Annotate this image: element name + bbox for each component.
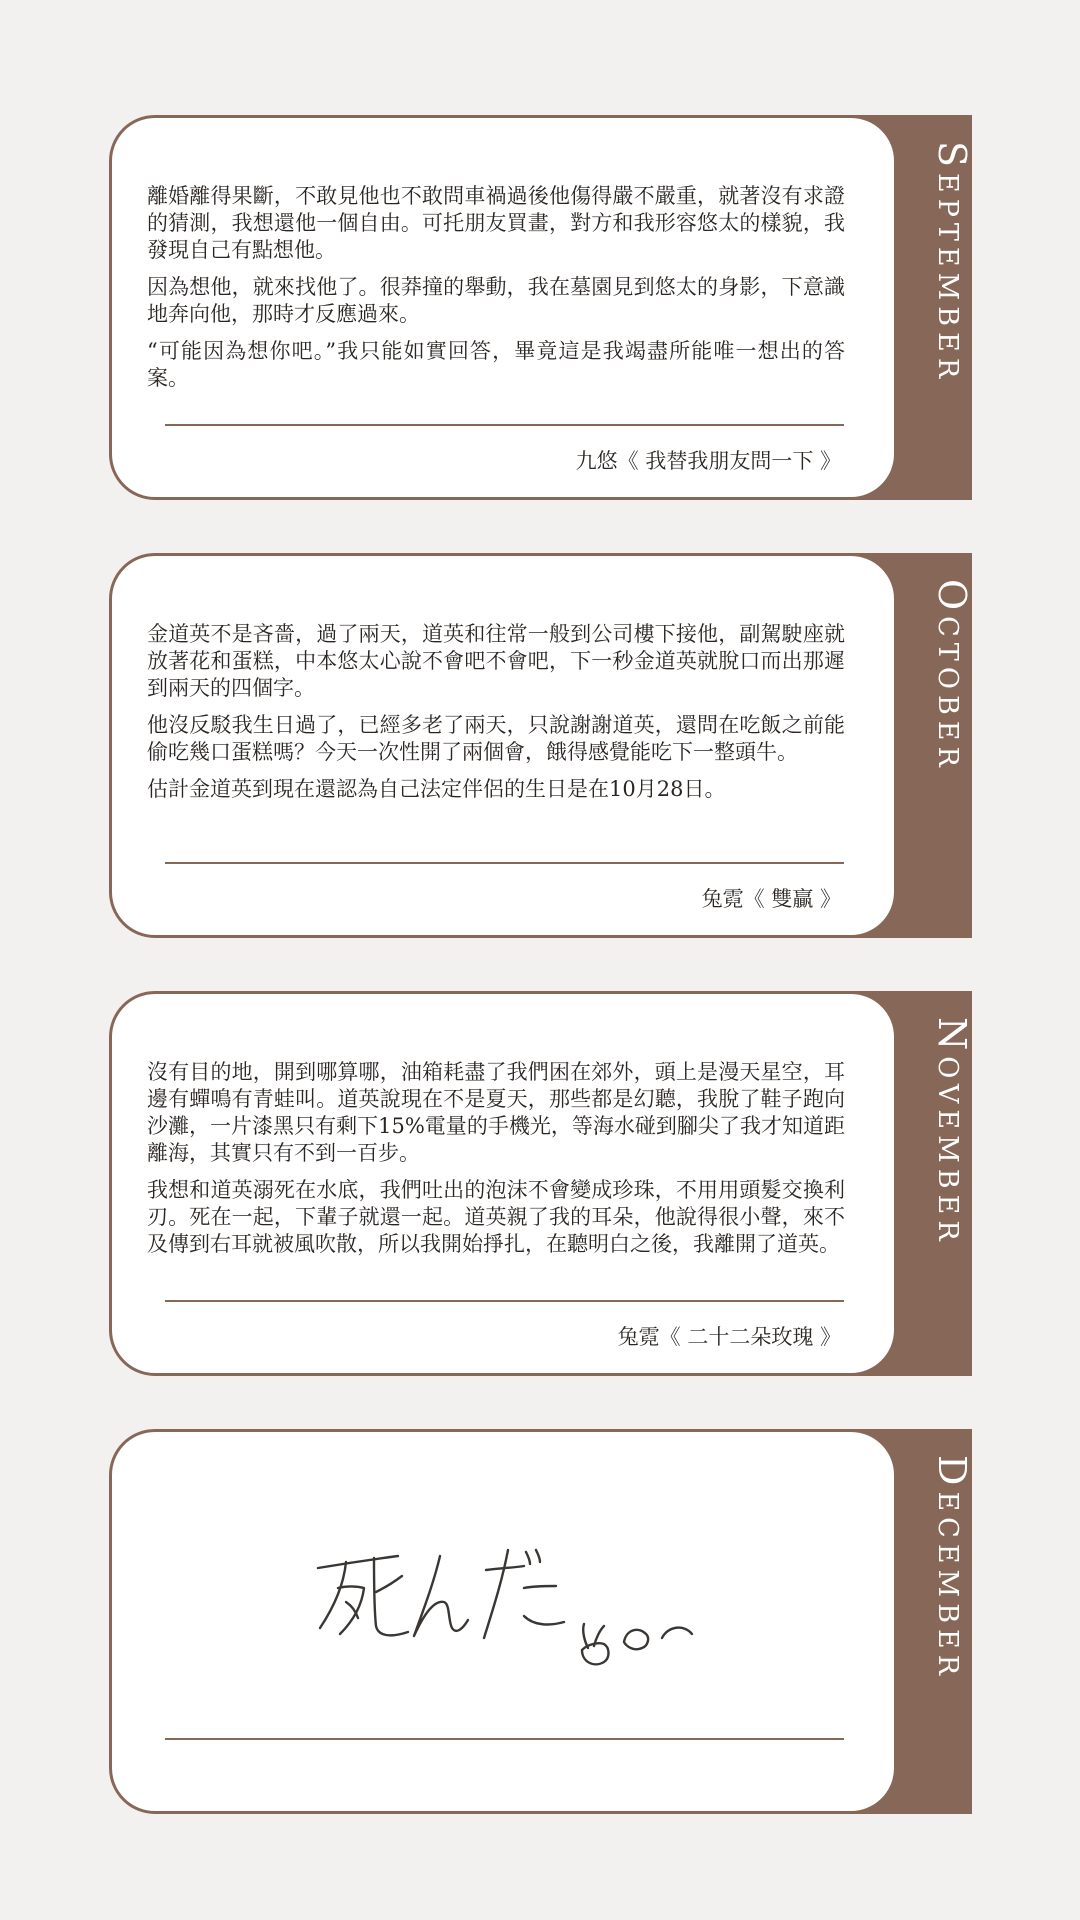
month-card-november — [109, 991, 972, 1376]
quote-paragraph: 沒有目的地，開到哪算哪，油箱耗盡了我們困在郊外，頭上是漫天星空，耳邊有蟬鳴有青蛙叫。道英說現在不是夏天，那些都是幻聽，我脫了鞋子跑向沙灘，一片漆黑只有剩下15%電量的手機光，等海水碰到腳尖了我才知道距離海，其實只有不到一百步。 — [147, 1060, 845, 1165]
quote-source: 兔霓《 二十二朵玫瑰 》 — [617, 1325, 841, 1349]
divider-line — [165, 424, 844, 426]
month-label: November — [930, 1017, 974, 1247]
quote-panel — [109, 991, 897, 1376]
quote-panel — [109, 1429, 897, 1814]
month-label: October — [930, 579, 974, 773]
month-card-december — [109, 1429, 972, 1814]
quote-paragraph: 他沒反駁我生日過了，已經多老了兩天，只說謝謝道英，還問在吃飯之前能偷吃幾口蛋糕嗎？今天一次性開了兩個會，餓得感覺能吃下一整頭牛。 — [147, 713, 845, 764]
quote-source: 兔霓《 雙贏 》 — [701, 887, 841, 911]
divider-line — [165, 1738, 844, 1740]
quote-paragraph: “可能因為想你吧。”我只能如實回答，畢竟這是我竭盡所能唯一想出的答案。 — [147, 339, 845, 390]
divider-line — [165, 1300, 844, 1302]
quote-body — [147, 1059, 845, 1268]
quote-paragraph: 金道英不是吝嗇，過了兩天，道英和往常一般到公司樓下接他，副駕駛座就放著花和蛋糕，中本悠太心說不會吧不會吧，下一秒金道英就脫口而出那遲到兩天的四個字。 — [147, 622, 845, 700]
month-label: September — [930, 141, 974, 385]
divider-line — [165, 862, 844, 864]
quote-paragraph: 我想和道英溺死在水底，我們吐出的泡沫不會變成珍珠，不用用頭髮交換利刃。死在一起，下輩子就還一起。道英親了我的耳朵，他說得很小聲，來不及傳到右耳就被風吹散，所以我開始掙扎，在聽明白之後，我離開了道英。 — [147, 1178, 845, 1256]
quote-panel — [109, 553, 897, 938]
quote-panel — [109, 115, 897, 500]
quote-paragraph: 因為想他，就來找他了。很莽撞的舉動，我在墓園見到悠太的身影，下意識地奔向他，那時才反應過來。 — [147, 275, 845, 326]
quote-paragraph: 離婚離得果斷，不敢見他也不敢問車禍過後他傷得嚴不嚴重，就著沒有求證的猜測，我想還他一個自由。可托朋友買畫，對方和我形容悠太的樣貌，我發現自己有點想他。 — [147, 184, 845, 262]
quote-source: 九悠《 我替我朋友問一下 》 — [575, 449, 841, 473]
quote-body — [147, 621, 845, 813]
handwritten-signature — [312, 1542, 732, 1682]
quote-body — [147, 183, 845, 402]
month-card-september — [109, 115, 972, 500]
month-card-october — [109, 553, 972, 938]
quote-paragraph: 估計金道英到現在還認為自己法定伴侶的生日是在10月28日。 — [147, 777, 726, 801]
month-label: December — [930, 1455, 974, 1682]
